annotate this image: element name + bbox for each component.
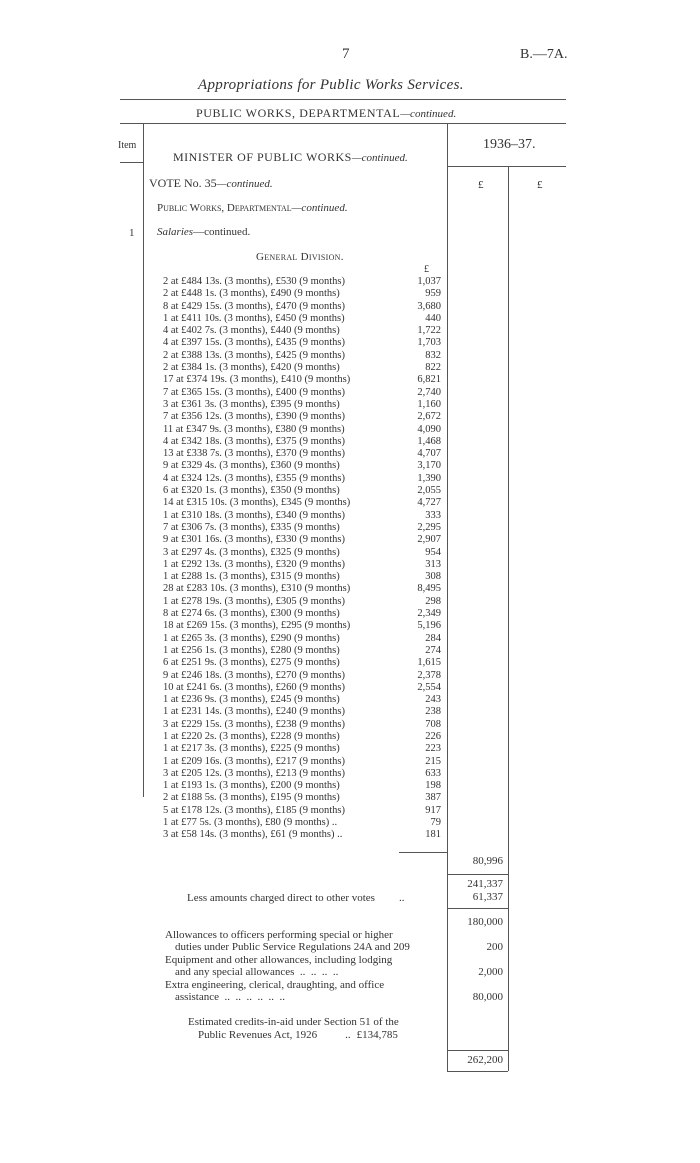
salary-row	[163, 436, 445, 448]
item-column-header: Item	[118, 140, 137, 151]
credits-in-aid-act: Public Revenues Act, 1926	[198, 1029, 318, 1041]
subtitle-main: PUBLIC WORKS, DEPARTMENTAL	[196, 106, 401, 120]
salary-row	[163, 460, 445, 472]
allowance-higher-duties-line1: Allowances to officers performing special or higher	[165, 929, 393, 941]
gross-total: 241,337	[467, 878, 503, 890]
salary-amount: 1,037	[417, 276, 441, 287]
allowance-equipment-amount: 2,000	[478, 966, 503, 978]
department-heading-main: Public Works, Departmental	[157, 202, 292, 214]
salary-description: 1 at £288 1s. (3 months), £315 (9 months)	[163, 571, 340, 583]
department-heading-continued: —continued.	[291, 202, 348, 214]
salary-row	[163, 571, 445, 583]
salary-amount: 822	[425, 362, 441, 374]
salary-description: 9 at £329 4s. (3 months), £360 (9 months)	[163, 460, 340, 472]
salary-row	[163, 399, 445, 411]
salary-row	[163, 756, 445, 768]
salary-row	[163, 817, 445, 829]
salary-amount: 8,495	[417, 583, 441, 595]
salary-amount: 313	[425, 558, 441, 570]
salary-description: 13 at £338 7s. (3 months), £370 (9 months)	[163, 448, 345, 460]
salary-amount: 2,554	[417, 681, 441, 693]
salary-amount: 4,727	[417, 497, 441, 509]
less-amounts-text: Less amounts charged direct to other votes	[187, 892, 375, 904]
salary-amount: 832	[425, 349, 441, 361]
salary-amount: 4,090	[417, 423, 441, 435]
salary-row	[163, 645, 445, 657]
salary-amount: 2,349	[417, 608, 441, 620]
salary-description: 2 at £484 13s. (3 months), £530 (9 months)	[163, 276, 345, 287]
salary-row	[163, 596, 445, 608]
salary-amount: 4,707	[417, 448, 441, 460]
salary-amount: 1,390	[417, 472, 441, 484]
salary-row	[163, 670, 445, 682]
division-currency-symbol: £	[424, 264, 429, 275]
salary-description: 4 at £342 18s. (3 months), £375 (9 months)	[163, 435, 345, 447]
minister-heading	[173, 150, 408, 165]
salary-description: 1 at £411 10s. (3 months), £450 (9 months)	[163, 312, 345, 324]
salary-row	[163, 497, 445, 509]
allowance-equipment-line2: and any special allowances .. .. .. ..	[175, 966, 339, 978]
salary-amount: 308	[425, 571, 441, 583]
division-total: 80,996	[472, 855, 503, 867]
salary-description: 18 at £269 15s. (3 months), £295 (9 months)	[163, 620, 351, 632]
salary-row	[163, 350, 445, 362]
less-amounts-value: 61,337	[472, 891, 503, 903]
salary-amount: 1,615	[417, 657, 441, 669]
salary-description: 3 at £58 14s. (3 months), £61 (9 months) ..	[163, 829, 343, 841]
less-amounts-label	[187, 892, 404, 904]
salary-description: 14 at £315 10s. (3 months), £345 (9 months)	[163, 497, 351, 509]
salary-description: 3 at £361 3s. (3 months), £395 (9 months)	[163, 398, 340, 410]
salary-description: 1 at £256 1s. (3 months), £280 (9 months)	[163, 644, 340, 656]
salary-amount: 6,821	[417, 374, 441, 386]
page-subtitle	[196, 106, 456, 121]
salary-description: 4 at £402 7s. (3 months), £440 (9 months)	[163, 325, 340, 337]
vote-heading-continued: —continued.	[216, 178, 273, 190]
salary-list	[163, 276, 445, 842]
salary-description: 17 at £374 19s. (3 months), £410 (9 months)	[163, 374, 351, 386]
salary-amount: 3,680	[417, 300, 441, 312]
salary-row	[163, 313, 445, 325]
credits-in-aid-amount: £134,785	[356, 1029, 398, 1041]
salary-row	[163, 620, 445, 632]
item-column-rule	[143, 124, 144, 797]
minister-heading-main: MINISTER OF PUBLIC WORKS	[173, 150, 352, 164]
division-heading: General Division.	[256, 251, 344, 263]
year-header-rule	[447, 166, 566, 167]
salary-description: 2 at £384 1s. (3 months), £420 (9 months)	[163, 362, 340, 374]
salary-description: 1 at £278 19s. (3 months), £305 (9 months)	[163, 595, 345, 607]
salary-row	[163, 743, 445, 755]
salary-description: 6 at £251 9s. (3 months), £275 (9 months)	[163, 657, 340, 669]
salary-row	[163, 473, 445, 485]
vote-heading	[149, 176, 273, 191]
division-total-rule	[399, 852, 447, 853]
salaries-heading	[157, 226, 250, 238]
vote-heading-main: VOTE No. 35	[149, 176, 217, 190]
less-amounts-dots: ..	[398, 892, 405, 904]
salary-description: 6 at £320 1s. (3 months), £350 (9 months)	[163, 485, 340, 497]
item-number: 1	[129, 227, 135, 239]
amount-column-left-rule	[447, 124, 448, 797]
salary-description: 8 at £429 15s. (3 months), £470 (9 months)	[163, 300, 345, 312]
salary-row	[163, 706, 445, 718]
credits-in-aid-line2	[188, 1029, 399, 1042]
salary-description: 5 at £178 12s. (3 months), £185 (9 months)	[163, 804, 345, 816]
salary-row	[163, 424, 445, 436]
salary-row	[163, 694, 445, 706]
salary-amount: 954	[425, 546, 441, 558]
credits-in-aid-line1: Estimated credits-in-aid under Section 51 of the	[188, 1016, 399, 1028]
salary-description: 1 at £265 3s. (3 months), £290 (9 months)	[163, 632, 340, 644]
allowance-extra-engineering-line2: assistance .. .. .. .. .. ..	[175, 991, 285, 1003]
salary-amount: 284	[425, 632, 441, 644]
header-rule	[120, 123, 566, 124]
salaries-heading-continued: —continued.	[193, 226, 251, 238]
salary-amount: 1,160	[417, 398, 441, 410]
page-number: 7	[342, 46, 350, 62]
item-header-rule	[120, 162, 143, 163]
allowance-higher-duties	[165, 929, 410, 953]
salary-row	[163, 448, 445, 460]
allowance-extra-engineering-line1: Extra engineering, clerical, draughting, and office	[165, 979, 385, 991]
salary-amount: 917	[425, 804, 441, 816]
salary-description: 1 at £220 2s. (3 months), £228 (9 months)	[163, 730, 340, 742]
salary-amount: 2,907	[417, 534, 441, 546]
net-total-rule	[447, 908, 508, 909]
allowance-equipment-line1: Equipment and other allowances, including lodging	[165, 954, 393, 966]
salary-description: 8 at £274 6s. (3 months), £300 (9 months)	[163, 608, 340, 620]
salary-description: 1 at £310 18s. (3 months), £340 (9 months)	[163, 509, 345, 521]
grand-total-right-rule	[508, 797, 509, 1071]
salary-row	[163, 522, 445, 534]
salary-row	[163, 510, 445, 522]
salary-row	[163, 276, 445, 288]
salary-row	[163, 387, 445, 399]
grand-total-left-rule	[447, 797, 448, 1071]
salary-amount: 440	[425, 312, 441, 324]
amount-column-right-rule	[508, 166, 509, 797]
salary-amount: 633	[425, 767, 441, 779]
grand-total: 262,200	[467, 1054, 503, 1066]
salary-row	[163, 792, 445, 804]
salary-description: 9 at £301 16s. (3 months), £330 (9 months)	[163, 534, 345, 546]
salary-amount: 3,170	[417, 460, 441, 472]
salary-row	[163, 583, 445, 595]
salary-row	[163, 411, 445, 423]
credits-in-aid	[188, 1016, 399, 1042]
salary-description: 3 at £229 15s. (3 months), £238 (9 months)	[163, 718, 345, 730]
net-salaries-total: 180,000	[467, 916, 503, 928]
salary-amount: 5,196	[417, 620, 441, 632]
salary-amount: 79	[430, 817, 441, 829]
salary-amount: 215	[425, 755, 441, 767]
salary-row	[163, 805, 445, 817]
salary-description: 7 at £365 15s. (3 months), £400 (9 months)	[163, 386, 345, 398]
gross-total-rule	[447, 874, 508, 875]
allowance-extra-engineering-amount: 80,000	[472, 991, 503, 1003]
salary-amount: 2,055	[417, 485, 441, 497]
salary-description: 7 at £306 7s. (3 months), £335 (9 months)	[163, 521, 340, 533]
salary-row	[163, 362, 445, 374]
salaries-heading-main: Salaries	[157, 226, 194, 238]
salary-amount: 226	[425, 730, 441, 742]
salary-description: 1 at £193 1s. (3 months), £200 (9 months)	[163, 780, 340, 792]
salary-description: 11 at £347 9s. (3 months), £380 (9 months)	[163, 423, 345, 435]
salary-row	[163, 768, 445, 780]
salary-description: 1 at £236 9s. (3 months), £245 (9 months)	[163, 694, 340, 706]
salary-row	[163, 780, 445, 792]
salary-description: 1 at £217 3s. (3 months), £225 (9 months)	[163, 743, 340, 755]
salary-row	[163, 325, 445, 337]
salary-row	[163, 301, 445, 313]
salary-amount: 1,703	[417, 337, 441, 349]
salary-row	[163, 288, 445, 300]
salary-row	[163, 534, 445, 546]
salary-amount: 298	[425, 595, 441, 607]
department-heading	[157, 202, 348, 214]
salary-description: 2 at £448 1s. (3 months), £490 (9 months)	[163, 288, 340, 300]
title-rule	[120, 99, 566, 100]
salary-row	[163, 731, 445, 743]
salary-row	[163, 682, 445, 694]
salary-row	[163, 829, 445, 841]
salary-description: 9 at £246 18s. (3 months), £270 (9 months)	[163, 669, 345, 681]
salary-description: 1 at £209 16s. (3 months), £217 (9 months)	[163, 755, 345, 767]
salary-row	[163, 719, 445, 731]
salary-description: 1 at £292 13s. (3 months), £320 (9 months)	[163, 558, 345, 570]
allowance-higher-duties-amount: 200	[486, 941, 503, 953]
allowance-equipment	[165, 954, 392, 978]
salary-row	[163, 337, 445, 349]
salary-row	[163, 657, 445, 669]
page-title: Appropriations for Public Works Services.	[198, 77, 464, 93]
salary-description: 2 at £388 13s. (3 months), £425 (9 months)	[163, 349, 345, 361]
grand-total-bottom-rule	[447, 1071, 508, 1072]
salary-amount: 2,672	[417, 411, 441, 423]
subtitle-continued: —continued.	[400, 108, 457, 120]
salary-amount: 1,468	[417, 435, 441, 447]
salary-amount: 387	[425, 792, 441, 804]
salary-description: 4 at £324 12s. (3 months), £355 (9 months)	[163, 472, 345, 484]
salary-description: 2 at £188 5s. (3 months), £195 (9 months)	[163, 792, 340, 804]
allowance-extra-engineering	[165, 979, 384, 1003]
grand-total-top-rule	[447, 1050, 508, 1051]
salary-amount: 223	[425, 743, 441, 755]
salary-amount: 1,722	[417, 325, 441, 337]
salary-description: 3 at £205 12s. (3 months), £213 (9 months)	[163, 767, 345, 779]
salary-description: 7 at £356 12s. (3 months), £390 (9 months)	[163, 411, 345, 423]
credits-in-aid-dots: ..	[345, 1029, 351, 1041]
salary-description: 1 at £231 14s. (3 months), £240 (9 months)	[163, 706, 345, 718]
salary-amount: 708	[425, 718, 441, 730]
salary-description: 4 at £397 15s. (3 months), £435 (9 months)	[163, 337, 345, 349]
allowance-higher-duties-line2: duties under Public Service Regulations 24A and 209	[175, 941, 410, 953]
salary-amount: 274	[425, 644, 441, 656]
salary-amount: 198	[425, 780, 441, 792]
currency-symbol-second: £	[537, 179, 543, 191]
minister-heading-continued: —continued.	[351, 152, 408, 164]
salary-amount: 2,378	[417, 669, 441, 681]
salary-row	[163, 559, 445, 571]
salary-description: 10 at £241 6s. (3 months), £260 (9 months)	[163, 681, 345, 693]
salary-row	[163, 485, 445, 497]
salary-row	[163, 547, 445, 559]
currency-symbol-first: £	[478, 179, 484, 191]
document-reference: B.—7A.	[520, 47, 568, 62]
salary-amount: 2,295	[417, 521, 441, 533]
salary-description: 3 at £297 4s. (3 months), £325 (9 months)	[163, 546, 340, 558]
salary-row	[163, 374, 445, 386]
salary-amount: 181	[425, 829, 441, 841]
salary-amount: 238	[425, 706, 441, 718]
salary-row	[163, 608, 445, 620]
year-column-header: 1936–37.	[483, 137, 536, 152]
salary-description: 28 at £283 10s. (3 months), £310 (9 months)	[163, 583, 351, 595]
salary-description: 1 at £77 5s. (3 months), £80 (9 months) ..	[163, 817, 338, 829]
salary-amount: 243	[425, 694, 441, 706]
salary-row	[163, 633, 445, 645]
salary-amount: 333	[425, 509, 441, 521]
salary-amount: 959	[425, 288, 441, 300]
salary-amount: 2,740	[417, 386, 441, 398]
